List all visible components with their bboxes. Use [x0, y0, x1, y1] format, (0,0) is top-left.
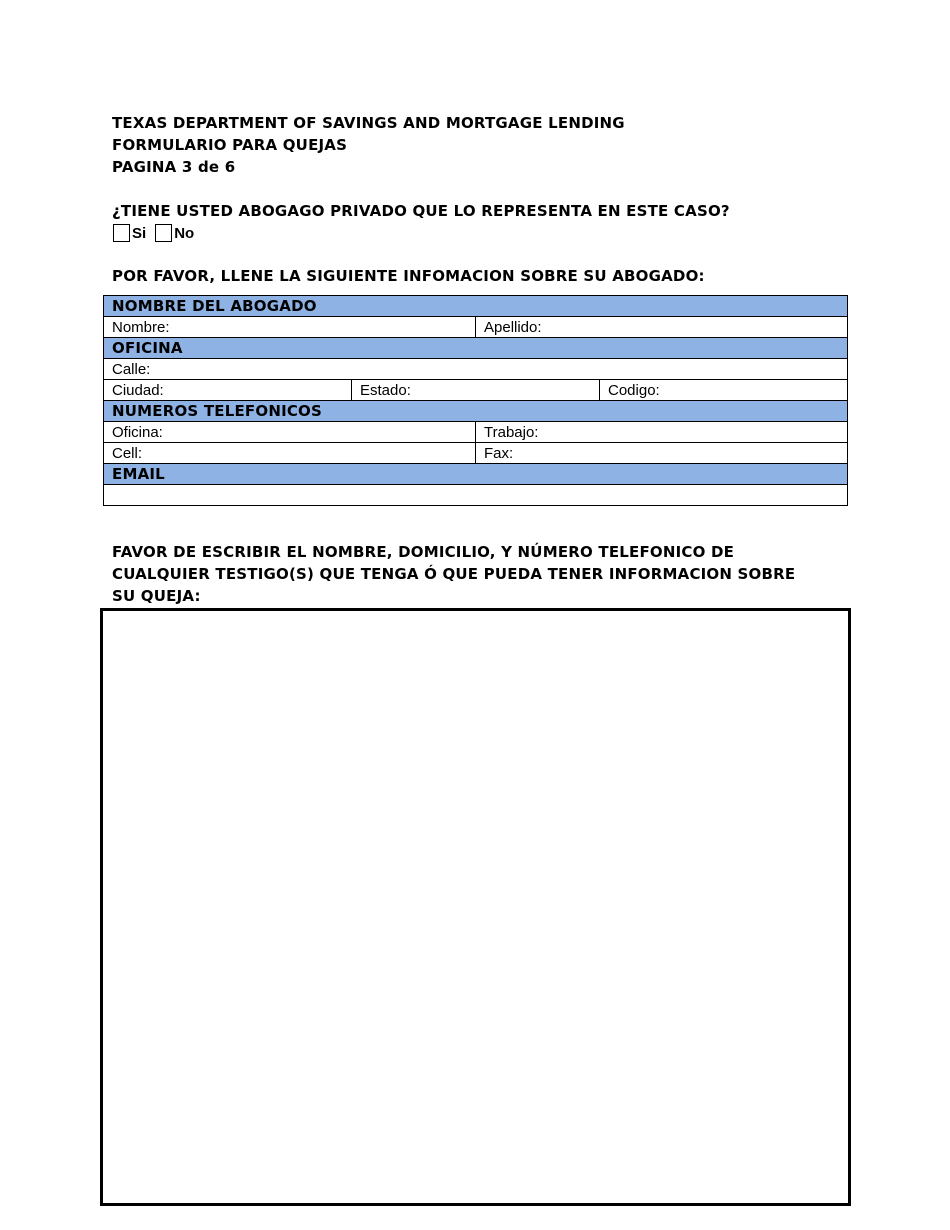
section-header-attorney-name: NOMBRE DEL ABOGADO [104, 296, 848, 317]
no-checkbox[interactable] [155, 224, 172, 242]
witness-prompt-line: FAVOR DE ESCRIBIR EL NOMBRE, DOMICILIO, Y NÚMERO TELEFONICO DE [112, 543, 735, 561]
cell-phone-field[interactable]: Cell: [104, 443, 476, 464]
yes-label: Si [132, 224, 147, 242]
witness-info-textarea[interactable] [100, 608, 851, 1206]
witness-prompt-line: SU QUEJA: [112, 587, 201, 605]
first-name-field[interactable]: Nombre: [104, 317, 476, 338]
agency-name: TEXAS DEPARTMENT OF SAVINGS AND MORTGAGE LENDING [112, 114, 625, 132]
form-title: FORMULARIO PARA QUEJAS [112, 136, 348, 154]
city-field[interactable]: Ciudad: [104, 380, 352, 401]
witness-prompt [112, 541, 832, 607]
no-label: No [174, 224, 195, 242]
page-number: PAGINA 3 de 6 [112, 158, 236, 176]
state-field[interactable]: Estado: [352, 380, 600, 401]
attorney-question: ¿TIENE USTED ABOGAGO PRIVADO QUE LO REPRESENTA EN ESTE CASO? [112, 202, 730, 220]
yes-checkbox[interactable] [113, 224, 130, 242]
attorney-info-table [103, 295, 848, 506]
section-header-office: OFICINA [104, 338, 848, 359]
section-header-phone-numbers: NUMEROS TELEFONICOS [104, 401, 848, 422]
form-header [112, 112, 625, 178]
zip-field[interactable]: Codigo: [600, 380, 848, 401]
office-phone-field[interactable]: Oficina: [104, 422, 476, 443]
witness-prompt-line: CUALQUIER TESTIGO(S) QUE TENGA Ó QUE PUEDA TENER INFORMACION SOBRE [112, 565, 796, 583]
work-phone-field[interactable]: Trabajo: [476, 422, 848, 443]
fax-field[interactable]: Fax: [476, 443, 848, 464]
attorney-instruction: POR FAVOR, LLENE LA SIGUIENTE INFOMACION SOBRE SU ABOGADO: [112, 267, 705, 285]
attorney-options [113, 222, 194, 244]
section-header-email: EMAIL [104, 464, 848, 485]
street-field[interactable]: Calle: [104, 359, 848, 380]
last-name-field[interactable]: Apellido: [476, 317, 848, 338]
email-field[interactable] [104, 485, 848, 506]
